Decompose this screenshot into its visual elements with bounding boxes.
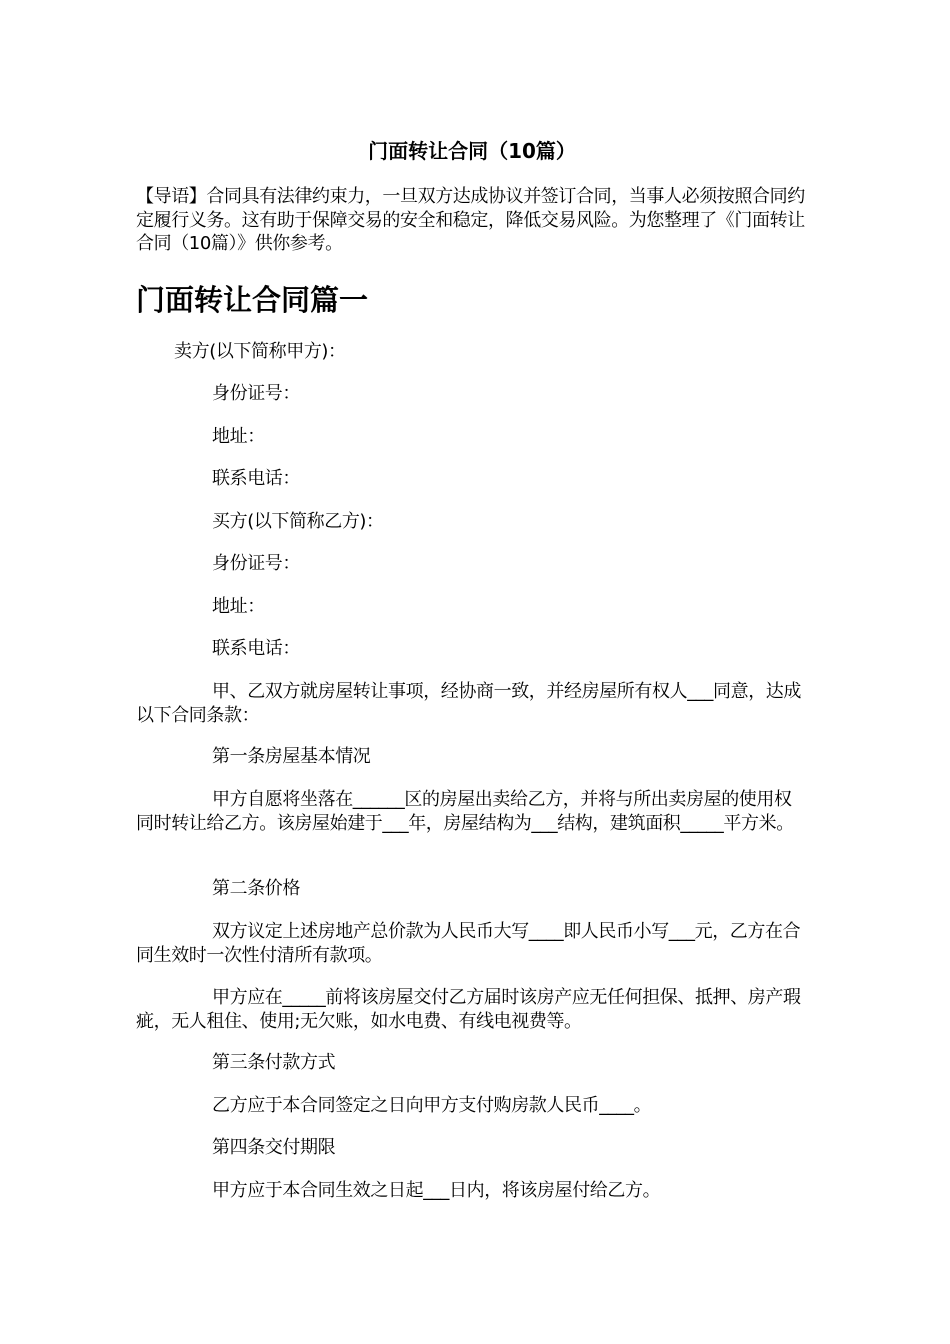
paragraph-seller-id: 身份证号： — [212, 383, 300, 404]
article-4-heading: 第四条交付期限 — [212, 1137, 336, 1158]
article-2-delivery: 甲方应在_____前将该房屋交付乙方届时该房产应无任何担保、抵押、房产瑕疵，无人租住、使用;无欠账，如水电费、有线电视费等。 — [136, 987, 801, 1032]
paragraph-seller-address: 地址： — [212, 426, 265, 447]
article-3-heading: 第三条付款方式 — [212, 1052, 336, 1073]
document-title: 门面转让合同（10篇） — [368, 139, 576, 163]
article-1-body: 甲方自愿将坐落在______区的房屋出卖给乙方，并将与所出卖房屋的使用权同时转让给乙方。该房屋始建于___年，房屋结构为___结构，建筑面积_____平方米。 — [136, 789, 794, 834]
section-heading: 门面转让合同篇一 — [136, 283, 369, 317]
article-2-body: 双方议定上述房地产总价款为人民币大写____即人民币小写___元，乙方在合同生效时一次性付清所有款项。 — [136, 921, 801, 966]
article-3-body: 乙方应于本合同签定之日向甲方支付购房款人民币____。 — [212, 1095, 652, 1116]
paragraph-buyer-id: 身份证号： — [212, 553, 300, 574]
paragraph-seller-phone: 联系电话： — [212, 468, 300, 489]
paragraph-buyer-address: 地址： — [212, 596, 265, 617]
article-1-heading: 第一条房屋基本情况 — [212, 746, 371, 767]
paragraph-buyer-phone: 联系电话： — [212, 638, 300, 659]
intro-paragraph: 【导语】合同具有法律约束力，一旦双方达成协议并签订合同，当事人必须按照合同约定履行义务。这有助于保障交易的安全和稳定，降低交易风险。为您整理了《门面转让合同（10篇）》供你参考。 — [136, 186, 805, 254]
article-2-heading: 第二条价格 — [212, 878, 300, 899]
paragraph-agreement: 甲、乙双方就房屋转让事项，经协商一致，并经房屋所有权人___同意，达成以下合同条款： — [136, 681, 801, 726]
paragraph-buyer: 买方(以下简称乙方)： — [212, 511, 384, 532]
paragraph-seller: 卖方(以下简称甲方)： — [174, 341, 346, 362]
article-4-body: 甲方应于本合同生效之日起___日内，将该房屋付给乙方。 — [212, 1180, 661, 1201]
